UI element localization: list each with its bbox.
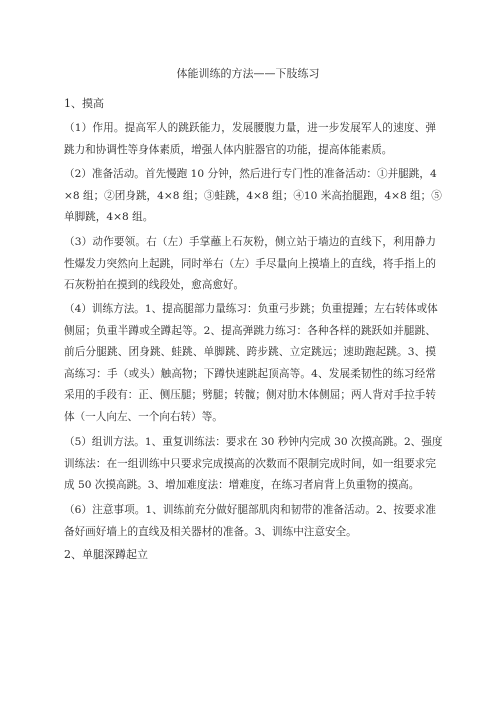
paragraph-line: （6）注意事项。1、训练前充分做好腿部肌肉和韧带的准备活动。2、按要求准: [64, 504, 436, 516]
paragraph-6: [64, 500, 436, 543]
paragraph-line: 训练法：在一组训练中只要求完成摸高的次数而不限制完成时间，如一组要求完: [64, 457, 436, 470]
paragraph-line: （1）作用。提高军人的跳跃能力，发展腰腹力量，进一步发展军人的速度、弹: [64, 122, 436, 134]
paragraph-line: 跳力和协调性等身体素质，增强人体内脏器官的功能，提高体能素质。: [64, 143, 393, 156]
paragraph-line: ×8 组；②团身跳，4×8 组；③蛙跳，4×8 组；④10 米高抬腿跑，4×8 组；⑤: [64, 189, 442, 202]
paragraph-line: （4）训练方法。1、提高腿部力量练习：负重弓步跳；负重提踵；左右转体或体: [64, 303, 438, 315]
paragraph-line: 成 50 次摸高跳。3、增加难度法：增难度，在练习者肩背上负重物的摸高。: [64, 479, 420, 492]
paragraph-line: （3）动作要领。右（左）手掌蘸上石灰粉，侧立站于墙边的直线下，利用静力: [64, 236, 436, 248]
paragraph-line: 备好画好墙上的直线及相关器材的准备。3、训练中注意安全。: [64, 525, 357, 538]
paragraph-line: 采用的手段有：正、侧压腿；劈腿；转髋；侧对肋木体侧屈；两人背对手拉手转: [64, 389, 436, 402]
section-1-heading: 1、摸高: [64, 97, 104, 110]
paragraph-5: [64, 432, 443, 497]
document-title: 体能训练的方法——下肢练习: [176, 67, 320, 80]
paragraph-2: [64, 164, 442, 229]
paragraph-line: 体（一人向左、一个向右转）等。: [64, 410, 223, 423]
paragraph-line: 高练习：手（或头）触高物；下蹲快速跳起顶高等。4、发展柔韧性的练习经常: [64, 367, 436, 380]
paragraph-line: 侧屈；负重半蹲或全蹲起等。2、提高弹跳力练习：各种各样的跳跃如并腿跳、: [64, 324, 436, 337]
paragraph-line: 前后分腿跳、团身跳、蛙跳、单脚跳、跨步跳、立定跳远；速助跑起跳。3、摸: [64, 346, 436, 359]
paragraph-1: [64, 118, 436, 161]
paragraph-line: 单脚跳，4×8 组。: [64, 211, 154, 224]
paragraph-4: [64, 299, 436, 429]
paragraph-line: 石灰粉拍在摸到的线段处，愈高愈好。: [64, 279, 245, 292]
paragraph-line: 性爆发力突然向上起跳，同时举右（左）手尽量向上摸墙上的直线，将手指上的: [64, 257, 436, 270]
paragraph-line: （5）组训方法。1、重复训练法：要求在 30 秒钟内完成 30 次摸高跳。2、强度: [64, 436, 443, 448]
section-2-heading: 2、单腿深蹲起立: [64, 548, 148, 561]
paragraph-3: [64, 232, 436, 297]
paragraph-line: （2）准备活动。首先慢跑 10 分钟，然后进行专门性的准备活动：①并腿跳，4: [64, 168, 437, 180]
